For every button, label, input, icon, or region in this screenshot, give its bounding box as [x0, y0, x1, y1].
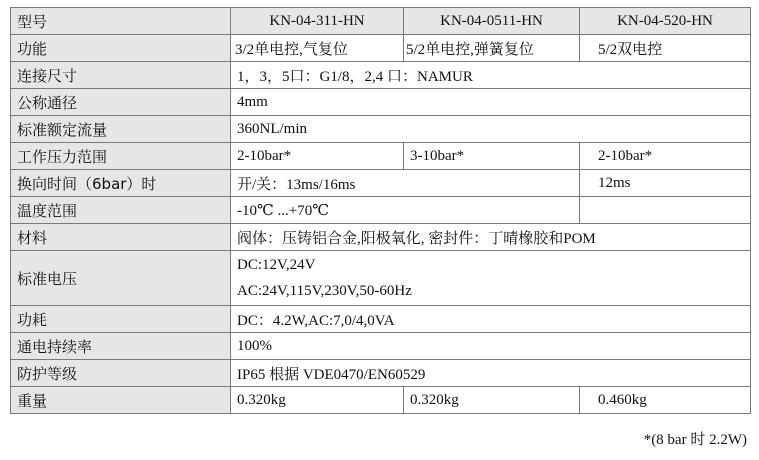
- weight-value-2: 0.320kg: [404, 387, 580, 414]
- temperature-empty: [580, 197, 751, 224]
- model-2: KN-04-0511-HN: [404, 8, 580, 35]
- header-row: [11, 8, 751, 35]
- pressure-value-3: 2-10bar*: [580, 143, 751, 170]
- ports-label: 连接尺寸: [11, 62, 231, 89]
- function-value-1: 3/2单电控,气复位: [231, 35, 404, 62]
- power-value: DC：4.2W,AC:7,0/4,0VA: [231, 306, 751, 333]
- voltage-row: [11, 251, 751, 306]
- pressure-label: 工作压力范围: [11, 143, 231, 170]
- bore-row: [11, 89, 751, 116]
- flow-value: 360NL/min: [231, 116, 751, 143]
- bore-label: 公称通径: [11, 89, 231, 116]
- ports-value: 1，3，5口：G1/8，2,4 口：NAMUR: [231, 62, 751, 89]
- weight-label: 重量: [11, 387, 231, 414]
- function-value-2: 5/2单电控,弹簧复位: [404, 35, 580, 62]
- weight-value-1: 0.320kg: [231, 387, 404, 414]
- bore-value: 4mm: [231, 89, 751, 116]
- spec-table: [10, 7, 751, 414]
- flow-label: 标准额定流量: [11, 116, 231, 143]
- voltage-value: [231, 251, 751, 306]
- ports-row: [11, 62, 751, 89]
- pressure-value-2: 3-10bar*: [404, 143, 580, 170]
- power-label: 功耗: [11, 306, 231, 333]
- material-value: 阀体：压铸铝合金,阳极氧化, 密封件：丁晴橡胶和POM: [231, 224, 751, 251]
- model-1: KN-04-311-HN: [231, 8, 404, 35]
- switch-time-value-1: 开/关：13ms/16ms: [231, 170, 580, 197]
- pressure-value-1: 2-10bar*: [231, 143, 404, 170]
- function-row: [11, 35, 751, 62]
- material-label: 材料: [11, 224, 231, 251]
- switch-time-value-2: 12ms: [580, 170, 751, 197]
- function-value-3: 5/2双电控: [580, 35, 751, 62]
- duty-value: 100%: [231, 333, 751, 360]
- voltage-dc: DC:12V,24V: [237, 257, 316, 273]
- weight-row: [11, 387, 751, 414]
- weight-value-3: 0.460kg: [580, 387, 751, 414]
- temperature-row: [11, 197, 751, 224]
- model-3: KN-04-520-HN: [580, 8, 751, 35]
- material-row: [11, 224, 751, 251]
- voltage-ac: AC:24V,115V,230V,50-60Hz: [237, 283, 412, 299]
- power-row: [11, 306, 751, 333]
- model-label: 型号: [11, 8, 231, 35]
- protection-row: [11, 360, 751, 387]
- switch-time-label: 换向时间（6bar）时: [11, 170, 231, 197]
- function-label: 功能: [11, 35, 231, 62]
- pressure-row: [11, 143, 751, 170]
- duty-row: [11, 333, 751, 360]
- voltage-label: 标准电压: [11, 251, 231, 306]
- protection-label: 防护等级: [11, 360, 231, 387]
- temperature-value: -10℃ ...+70℃: [231, 197, 580, 224]
- flow-row: [11, 116, 751, 143]
- duty-label: 通电持续率: [11, 333, 231, 360]
- switch-time-row: [11, 170, 751, 197]
- protection-value: IP65 根据 VDE0470/EN60529: [231, 360, 751, 387]
- footnote: *(8 bar 时 2.2W): [643, 432, 747, 448]
- temperature-label: 温度范围: [11, 197, 231, 224]
